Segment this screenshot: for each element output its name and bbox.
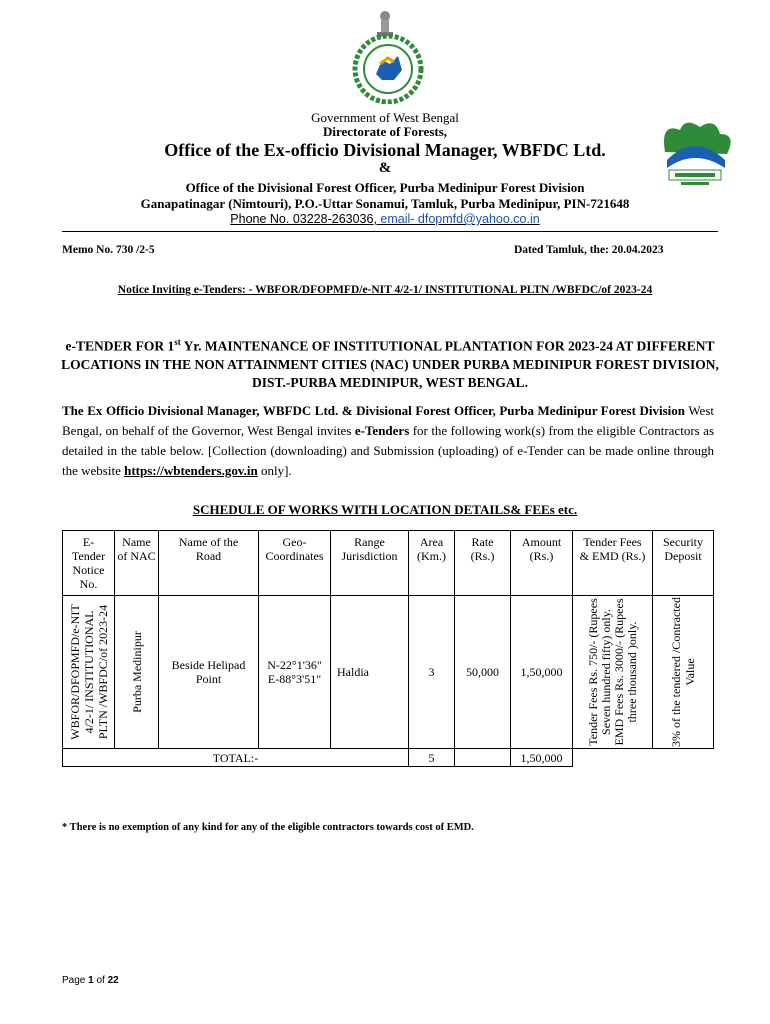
header-divider bbox=[62, 231, 718, 232]
header-notice-no: E-Tender Notice No. bbox=[63, 531, 115, 596]
phone-text: Phone No. 03228-263036, bbox=[230, 212, 381, 226]
header-rate: Rate (Rs.) bbox=[455, 531, 511, 596]
total-rate-empty bbox=[455, 749, 511, 767]
cell-fees: Tender Fees Rs. 750/- (Rupees Seven hundred fifty) only. EMD Fees Rs. 3000/- (Rupees three thousand )only. bbox=[573, 596, 653, 749]
table-total-row bbox=[63, 749, 714, 767]
west-bengal-forest-logo-icon bbox=[342, 34, 434, 104]
table-row bbox=[63, 596, 714, 749]
etender-heading: e-TENDER FOR 1st Yr. MAINTENANCE OF INSTITUTIONAL PLANTATION FOR 2023-24 AT DIFFERENT LOCATIONS IN THE NON ATTAINMENT CITIES (NAC) UNDER PURBA MEDINIPUR FOREST DIVISION, DIST.-PURBA MEDINIPUR, WEST BENGAL. bbox=[61, 337, 719, 390]
schedule-title: SCHEDULE OF WORKS WITH LOCATION DETAILS& FEEs etc. bbox=[192, 502, 578, 517]
cell-notice-no: WBFOR/DFOPMFD/e-NIT 4/2-1/ INSTITUTIONAL PLTN /WBFDC/of 2023-24 bbox=[63, 596, 115, 749]
cell-range: Haldia bbox=[331, 596, 409, 749]
ampersand: & bbox=[378, 160, 392, 176]
page-number: Page 1 of 22 bbox=[62, 975, 119, 986]
directorate-line: Directorate of Forests, bbox=[322, 124, 448, 139]
memo-number: Memo No. 730 /2-5 bbox=[62, 244, 155, 256]
header-geo: Geo-Coordinates bbox=[259, 531, 331, 596]
emd-footnote: * There is no exemption of any kind for any of the eligible contractors towards cost of EMD. bbox=[62, 822, 474, 833]
contact-line bbox=[0, 212, 770, 226]
works-table bbox=[62, 530, 714, 767]
memo-date: Dated Tamluk, the: 20.04.2023 bbox=[514, 244, 664, 256]
cell-security: 3% of the tendered /Contracted Value bbox=[653, 596, 714, 749]
table-header-row bbox=[63, 531, 714, 596]
cell-nac: Purba Medinipur bbox=[115, 596, 159, 749]
intro-paragraph: The Ex Officio Divisional Manager, WBFDC Ltd. & Divisional Forest Officer, Purba Medinipur Forest Division West Bengal, on behalf of the Governor, West Bengal invites e-Tenders for the following work(s) from the eligible Contractors as detailed in the table below. [Collection (downloading) and Submission (uploading) of e-Tender can be made online through the website https://wbtenders.gov.in only]. bbox=[62, 403, 714, 478]
cell-geo: N-22°1'36" E-88°3'51" bbox=[259, 596, 331, 749]
header-security: Security Deposit bbox=[653, 531, 714, 596]
address-line: Ganapatinagar (Nimtouri), P.O.-Uttar Sonamui, Tamluk, Purba Medinipur, PIN-721648 bbox=[140, 196, 630, 211]
cell-rate: 50,000 bbox=[455, 596, 511, 749]
cell-amount: 1,50,000 bbox=[511, 596, 573, 749]
header-nac: Name of NAC bbox=[115, 531, 159, 596]
division-office-line: Office of the Divisional Forest Officer, Purba Medinipur Forest Division bbox=[185, 180, 585, 195]
email-link[interactable]: email- dfopmfd@yahoo.co.in bbox=[380, 212, 540, 226]
total-security-empty bbox=[653, 749, 714, 767]
office-title: Office of the Ex-officio Divisional Manager, WBFDC Ltd. bbox=[164, 140, 606, 160]
header-fees: Tender Fees & EMD (Rs.) bbox=[573, 531, 653, 596]
cell-road: Beside Helipad Point bbox=[159, 596, 259, 749]
notice-title: Notice Inviting e-Tenders: - WBFOR/DFOPMFD/e-NIT 4/2-1/ INSTITUTIONAL PLTN /WBFDC/of 2023-24 bbox=[117, 284, 653, 296]
wbtenders-link[interactable]: https://wbtenders.gov.in bbox=[124, 463, 258, 478]
header-amount: Amount (Rs.) bbox=[511, 531, 573, 596]
total-label: TOTAL:- bbox=[63, 749, 409, 767]
header-road: Name of the Road bbox=[159, 531, 259, 596]
header-area: Area (Km.) bbox=[409, 531, 455, 596]
government-line: Government of West Bengal bbox=[311, 110, 459, 125]
total-fees-empty bbox=[573, 749, 653, 767]
total-area: 5 bbox=[409, 749, 455, 767]
total-amount: 1,50,000 bbox=[511, 749, 573, 767]
header-range: Range Jurisdiction bbox=[331, 531, 409, 596]
cell-area: 3 bbox=[409, 596, 455, 749]
